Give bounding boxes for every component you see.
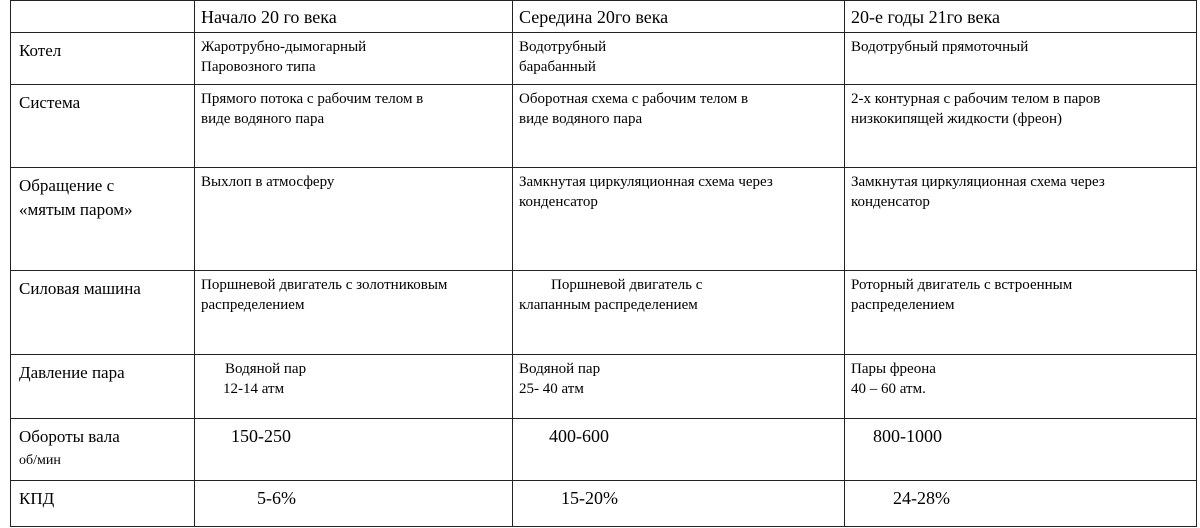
row-sistema — [11, 85, 1197, 168]
cell-davlenie-early: Водяной пар 12-14 атм — [195, 355, 513, 419]
cell-silovaya-early: Поршневой двигатель с золотниковым распределением — [195, 271, 513, 355]
cell-silovaya-2020s: Роторный двигатель с встроенным распределением — [845, 271, 1197, 355]
comparison-table — [10, 0, 1197, 527]
cell-obrashchenie-mid: Замкнутая циркуляционная схема через конденсатор — [513, 168, 845, 271]
cell-kotel-early: Жаротрубно-дымогарный Паровозного типа — [195, 33, 513, 85]
cell-silovaya-mid: Поршневой двигатель с клапанным распределением — [513, 271, 845, 355]
cell-kotel-mid: Водотрубный барабанный — [513, 33, 845, 85]
cell-sistema-mid: Оборотная схема с рабочим телом в виде водяного пара — [513, 85, 845, 168]
row-kpd — [11, 481, 1197, 527]
cell-kpd-early: 5-6% — [195, 481, 513, 527]
row-silovaya — [11, 271, 1197, 355]
row-label-sistema: Система — [11, 85, 195, 168]
header-col-2020s: 20-е годы 21го века — [845, 1, 1197, 33]
row-label-kotel: Котел — [11, 33, 195, 85]
cell-oboroty-mid: 400-600 — [513, 419, 845, 481]
row-oboroty — [11, 419, 1197, 481]
row-obrashchenie — [11, 168, 1197, 271]
row-label-obrashchenie: Обращение с «мятым паром» — [11, 168, 195, 271]
cell-oboroty-2020s: 800-1000 — [845, 419, 1197, 481]
cell-obrashchenie-2020s: Замкнутая циркуляционная схема через конденсатор — [845, 168, 1197, 271]
cell-kpd-mid: 15-20% — [513, 481, 845, 527]
header-row — [11, 1, 1197, 33]
header-col-early-20th: Начало 20 го века — [195, 1, 513, 33]
row-label-davlenie: Давление пара — [11, 355, 195, 419]
row-label-silovaya: Силовая машина — [11, 271, 195, 355]
header-corner-cell — [11, 1, 195, 33]
cell-kotel-2020s: Водотрубный прямоточный — [845, 33, 1197, 85]
row-kotel — [11, 33, 1197, 85]
row-label-oboroty: Обороты вала об/мин — [11, 419, 195, 481]
cell-davlenie-2020s: Пары фреона 40 – 60 атм. — [845, 355, 1197, 419]
cell-sistema-early: Прямого потока с рабочим телом в виде водяного пара — [195, 85, 513, 168]
cell-oboroty-early: 150-250 — [195, 419, 513, 481]
cell-sistema-2020s: 2-х контурная с рабочим телом в паров низкокипящей жидкости (фреон) — [845, 85, 1197, 168]
row-label-kpd: КПД — [11, 481, 195, 527]
cell-obrashchenie-early: Выхлоп в атмосферу — [195, 168, 513, 271]
header-col-mid-20th: Середина 20го века — [513, 1, 845, 33]
row-davlenie — [11, 355, 1197, 419]
cell-davlenie-mid: Водяной пар 25- 40 атм — [513, 355, 845, 419]
cell-kpd-2020s: 24-28% — [845, 481, 1197, 527]
